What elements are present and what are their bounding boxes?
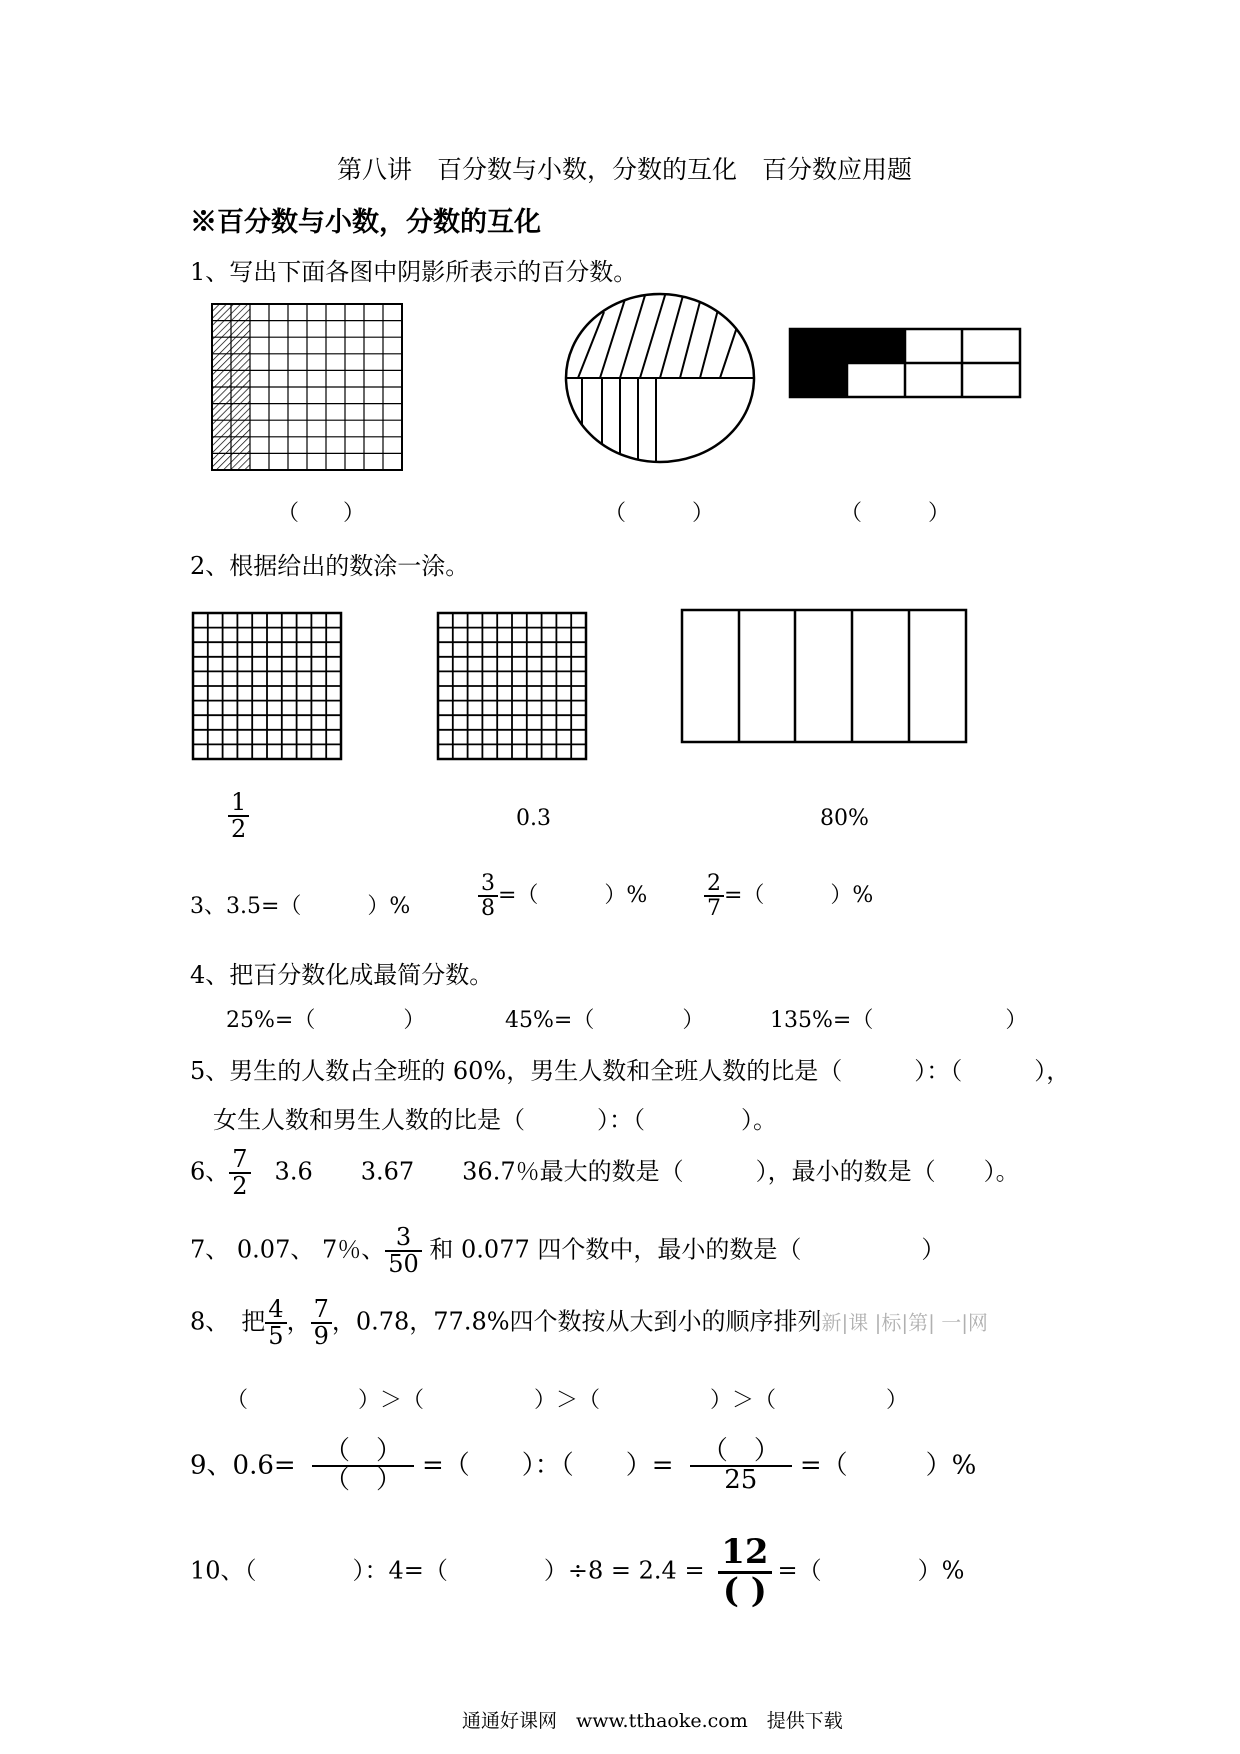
question-4b: 45%=（ ） <box>505 1008 705 1033</box>
question-8-blanks: （ ）＞（ ）＞（ ）＞（ ） <box>226 1388 909 1413</box>
question-9: 9、0.6= $\frac{( )}{( )}$ =（ ）：（ ）= $\frac{( )}{25}$ =（ ）% <box>190 1436 977 1496</box>
question-4-text: 4、把百分数化成最简分数。 <box>190 961 494 989</box>
question-5-line-2: 女生人数和男生人数的比是（ ）：（ ）。 <box>213 1106 777 1134</box>
fraction-half-label: $\frac{1}{2}$ <box>228 790 249 842</box>
answer-blank-2[interactable]: （ ） <box>604 501 715 526</box>
question-3c: $\frac{2}{7}$ =（ ）% <box>704 872 873 920</box>
question-10: 10、（ ）：4=（ ）÷8 = 2.4 = $\frac{12}{( )}$ =（ ）% <box>190 1532 965 1611</box>
question-2-text: 2、根据给出的数涂一涂。 <box>190 552 470 580</box>
circle-shaded-figure <box>564 292 756 464</box>
five-part-rectangle <box>682 610 966 742</box>
hundred-grid-blank-2 <box>438 613 586 759</box>
hundred-grid-blank-1 <box>193 613 341 759</box>
question-1-text: 1、写出下面各图中阴影所表示的百分数。 <box>190 258 638 286</box>
decimal-label: 0.3 <box>516 806 551 831</box>
question-4c: 135%=（ ） <box>770 1008 1028 1033</box>
question-3a: 3、3.5=（ ）% <box>190 894 411 919</box>
page-title: 第八讲 百分数与小数，分数的互化 百分数应用题 <box>337 155 913 184</box>
percent-label: 80% <box>820 806 869 831</box>
question-6: 6、 $\frac{7}{2}$ 3.6 3.67 36.7％最大的数是（ ），最小的数是（ ）。 <box>190 1145 1020 1201</box>
rectangle-shaded-figure <box>790 329 1020 397</box>
footer-credit: 通通好课网 www.tthaoke.com 提供下载 <box>462 1710 843 1732</box>
hundred-grid-shaded <box>212 304 402 470</box>
question-3b: $\frac{3}{8}$ =（ ）% <box>478 872 647 920</box>
question-5-line-1: 5、男生的人数占全班的 60%，男生人数和全班人数的比是（ ）：（ ）， <box>190 1057 1071 1085</box>
section-heading: ※百分数与小数，分数的互化 <box>190 207 541 238</box>
question-8: 8、 把 $\frac{4}{5}$ ， $\frac{7}{9}$ ，0.78，77.8%四个数按从大到小的顺序排列新|课 |标|第| 一|网 <box>190 1295 988 1351</box>
question-4a: 25%=（ ） <box>226 1008 426 1033</box>
answer-blank-3[interactable]: （ ） <box>840 501 951 526</box>
watermark-text: 新|课 |标|第| 一|网 <box>821 1310 988 1335</box>
question-7: 7、 0.07、 7％、 $\frac{3}{50}$ 和 0.077 四个数中，最小的数是（ ） <box>190 1223 946 1279</box>
answer-blank-1[interactable]: （ ） <box>277 501 366 526</box>
